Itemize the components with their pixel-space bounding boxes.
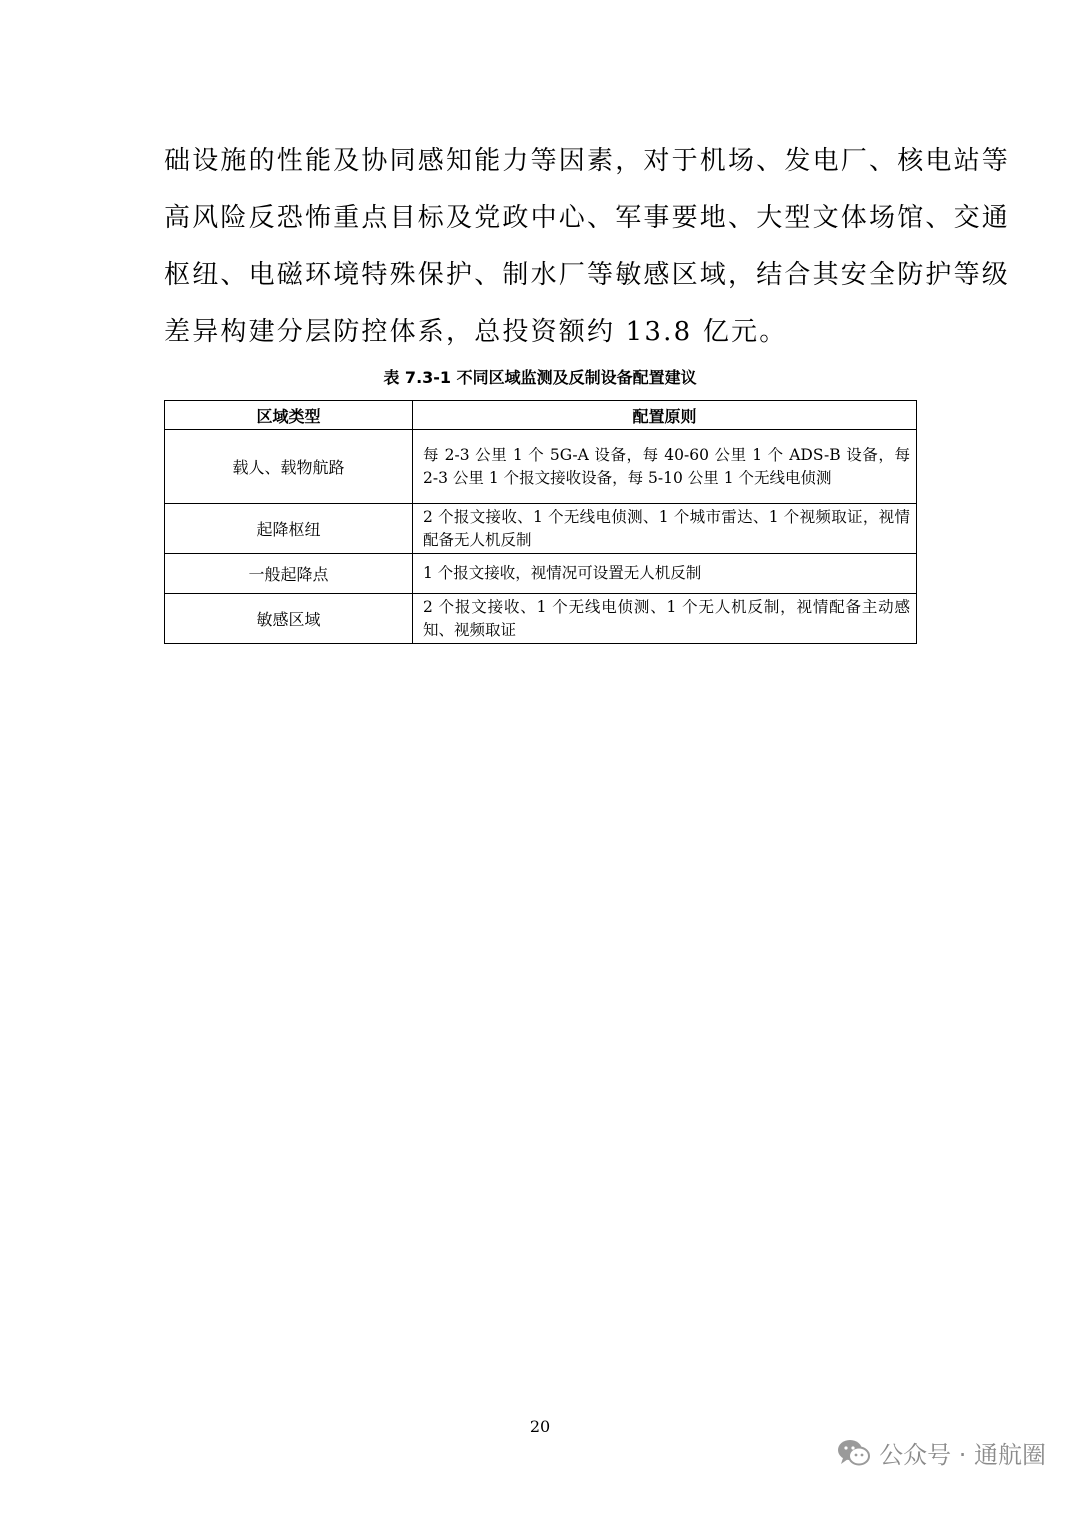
table-header-row: [165, 401, 917, 430]
table-row: [165, 554, 917, 594]
paragraph-line: 高风险反恐怖重点目标及党政中心、军事要地、大型文体场馆、交通: [164, 203, 1011, 233]
paragraph-line: 差异构建分层防控体系，总投资额约 13.8 亿元。: [164, 317, 788, 347]
region-type-cell: 载人、载物航路: [165, 430, 413, 504]
region-type-cell: 敏感区域: [165, 594, 413, 644]
config-table: [164, 400, 917, 644]
wechat-icon: [837, 1438, 871, 1468]
watermark: [837, 1435, 1046, 1470]
body-paragraph: [164, 140, 1011, 368]
config-rule-cell: 1 个报文接收，视情况可设置无人机反制: [413, 554, 917, 594]
config-rule-cell: 2 个报文接收、1 个无线电侦测、1 个城市雷达、1 个视频取证，视情配备无人机反制: [413, 504, 917, 554]
paragraph-line: 枢纽、电磁环境特殊保护、制水厂等敏感区域，结合其安全防护等级: [164, 260, 1011, 290]
region-type-cell: 一般起降点: [165, 554, 413, 594]
watermark-text: 公众号 · 通航圈: [879, 1441, 1046, 1469]
page-number: 20: [529, 1417, 551, 1436]
config-rule-cell: 每 2-3 公里 1 个 5G-A 设备，每 40-60 公里 1 个 ADS-B 设备，每 2-3 公里 1 个报文接收设备，每 5-10 公里 1 个无线电侦测: [413, 430, 917, 504]
header-config-rule: 配置原则: [413, 401, 917, 430]
config-rule-cell: 2 个报文接收、1 个无线电侦测、1 个无人机反制，视情配备主动感知、视频取证: [413, 594, 917, 644]
region-type-cell: 起降枢纽: [165, 504, 413, 554]
paragraph-line: 础设施的性能及协同感知能力等因素，对于机场、发电厂、核电站等: [164, 146, 1011, 176]
table-row: [165, 430, 917, 504]
table-row: [165, 504, 917, 554]
table-row: [165, 594, 917, 644]
header-region-type: 区域类型: [165, 401, 413, 430]
table-caption: 表 7.3-1 不同区域监测及反制设备配置建议: [383, 368, 697, 387]
